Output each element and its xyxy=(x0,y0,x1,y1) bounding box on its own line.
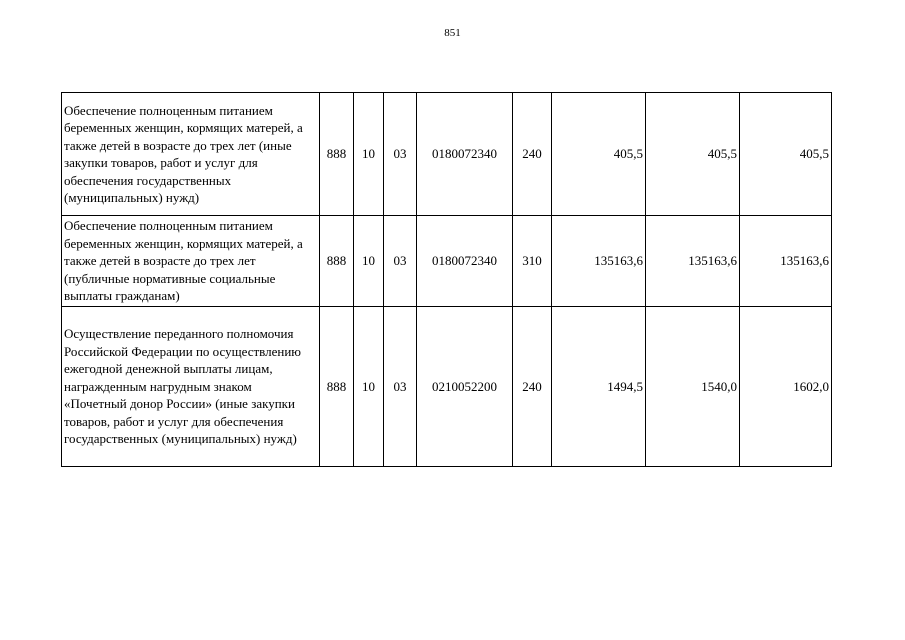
amount-year-1: 405,5 xyxy=(552,93,646,216)
section-code: 10 xyxy=(354,307,384,467)
expense-type-code: 240 xyxy=(513,93,552,216)
ministry-code: 888 xyxy=(320,93,354,216)
table-row xyxy=(62,93,832,216)
subsection-code: 03 xyxy=(384,93,417,216)
subsection-code: 03 xyxy=(384,216,417,307)
table-row xyxy=(62,307,832,467)
target-article-code: 0180072340 xyxy=(417,93,513,216)
expense-type-code: 310 xyxy=(513,216,552,307)
target-article-code: 0180072340 xyxy=(417,216,513,307)
amount-year-2: 135163,6 xyxy=(646,216,740,307)
expense-description: Обеспечение полноценным питанием беременных женщин, кормящих матерей, а также детей в возрасте до трех лет (иные закупки товаров, работ и услуг для обеспечения государственных (муниципальных) нужд) xyxy=(62,93,320,216)
page-number: 851 xyxy=(444,27,461,39)
amount-year-3: 405,5 xyxy=(740,93,832,216)
budget-table xyxy=(61,92,832,467)
expense-description: Осуществление переданного полномочия Российской Федерации по осуществлению ежегодной денежной выплаты лицам, награжденным нагрудным знаком «Почетный донор России» (иные закупки товаров, работ и услуг для обеспечения государственных (муниципальных) нужд) xyxy=(62,307,320,467)
section-code: 10 xyxy=(354,93,384,216)
table-row xyxy=(62,216,832,307)
ministry-code: 888 xyxy=(320,307,354,467)
section-code: 10 xyxy=(354,216,384,307)
expense-type-code: 240 xyxy=(513,307,552,467)
amount-year-1: 1494,5 xyxy=(552,307,646,467)
subsection-code: 03 xyxy=(384,307,417,467)
expense-description: Обеспечение полноценным питанием беременных женщин, кормящих матерей, а также детей в возрасте до трех лет (публичные нормативные социальные выплаты гражданам) xyxy=(62,216,320,307)
amount-year-2: 1540,0 xyxy=(646,307,740,467)
ministry-code: 888 xyxy=(320,216,354,307)
amount-year-1: 135163,6 xyxy=(552,216,646,307)
amount-year-2: 405,5 xyxy=(646,93,740,216)
amount-year-3: 1602,0 xyxy=(740,307,832,467)
amount-year-3: 135163,6 xyxy=(740,216,832,307)
target-article-code: 0210052200 xyxy=(417,307,513,467)
